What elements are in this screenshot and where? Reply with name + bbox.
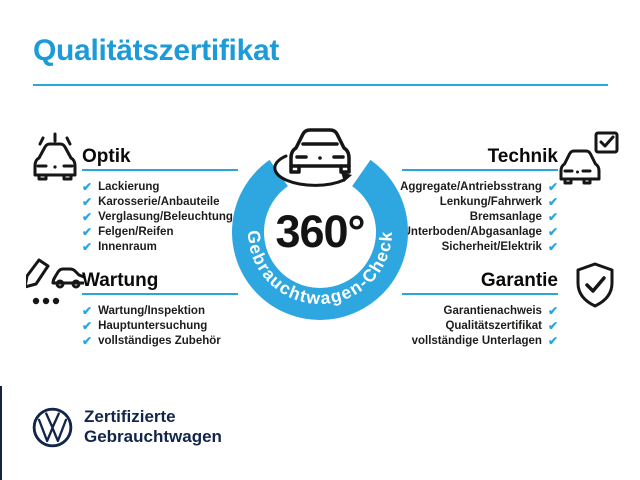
section-wartung-title: Wartung <box>82 270 159 291</box>
check-icon: ✔ <box>547 180 558 194</box>
list-item-label: Felgen/Reifen <box>98 226 174 238</box>
check-icon: ✔ <box>547 240 558 254</box>
ring-label-text: Gebrauchtwagen-Check <box>243 229 397 309</box>
section-garantie-title: Garantie <box>480 270 558 291</box>
left-edge-artifact <box>0 386 2 480</box>
list-item-label: Wartung/Inspektion <box>98 305 205 317</box>
check-icon: ✔ <box>547 319 558 333</box>
check-icon: ✔ <box>82 304 93 318</box>
vw-logo <box>31 406 74 449</box>
list-item-label: Innenraum <box>98 241 157 253</box>
check-icon: ✔ <box>547 225 558 239</box>
page-title: Qualitätszertifikat <box>33 34 280 67</box>
list-item-label: Karosserie/Anbauteile <box>98 196 220 208</box>
list-item-label: Lackierung <box>98 181 160 193</box>
list-item-label: Hauptuntersuchung <box>98 320 208 332</box>
list-item-label: Aggregate/Antriebsstrang <box>400 181 542 193</box>
check-icon: ✔ <box>547 334 558 348</box>
degree-label: 360° <box>275 206 365 257</box>
list-item-label: Lenkung/Fahrwerk <box>439 196 542 208</box>
list-item-label: Unterboden/Abgasanlage <box>402 226 542 238</box>
check-icon: ✔ <box>82 195 93 209</box>
check-icon: ✔ <box>82 225 93 239</box>
check-icon: ✔ <box>547 195 558 209</box>
list-item-label: Garantienachweis <box>443 305 542 317</box>
check-icon: ✔ <box>547 304 558 318</box>
list-item-label: Qualitätszertifikat <box>445 320 542 332</box>
footer-brand-text <box>84 407 222 447</box>
list-item-label: Bremsanlage <box>469 211 542 223</box>
list-item-label: vollständige Unterlagen <box>411 335 542 347</box>
car-front-rotation-icon <box>275 130 352 185</box>
section-optik-title: Optik <box>82 146 131 167</box>
check-icon: ✔ <box>82 210 93 224</box>
check-icon: ✔ <box>547 210 558 224</box>
footer-line1: Zertifizierte <box>84 407 176 426</box>
check-icon: ✔ <box>82 319 93 333</box>
section-technik-title: Technik <box>487 146 558 167</box>
check-icon: ✔ <box>82 240 93 254</box>
check-icon: ✔ <box>82 180 93 194</box>
footer-line2: Gebrauchtwagen <box>84 427 222 446</box>
list-item-label: Sicherheit/Elektrik <box>441 241 542 253</box>
list-item-label: vollständiges Zubehör <box>98 335 221 347</box>
check-icon: ✔ <box>82 334 93 348</box>
list-item-label: Verglasung/Beleuchtung <box>98 211 233 223</box>
